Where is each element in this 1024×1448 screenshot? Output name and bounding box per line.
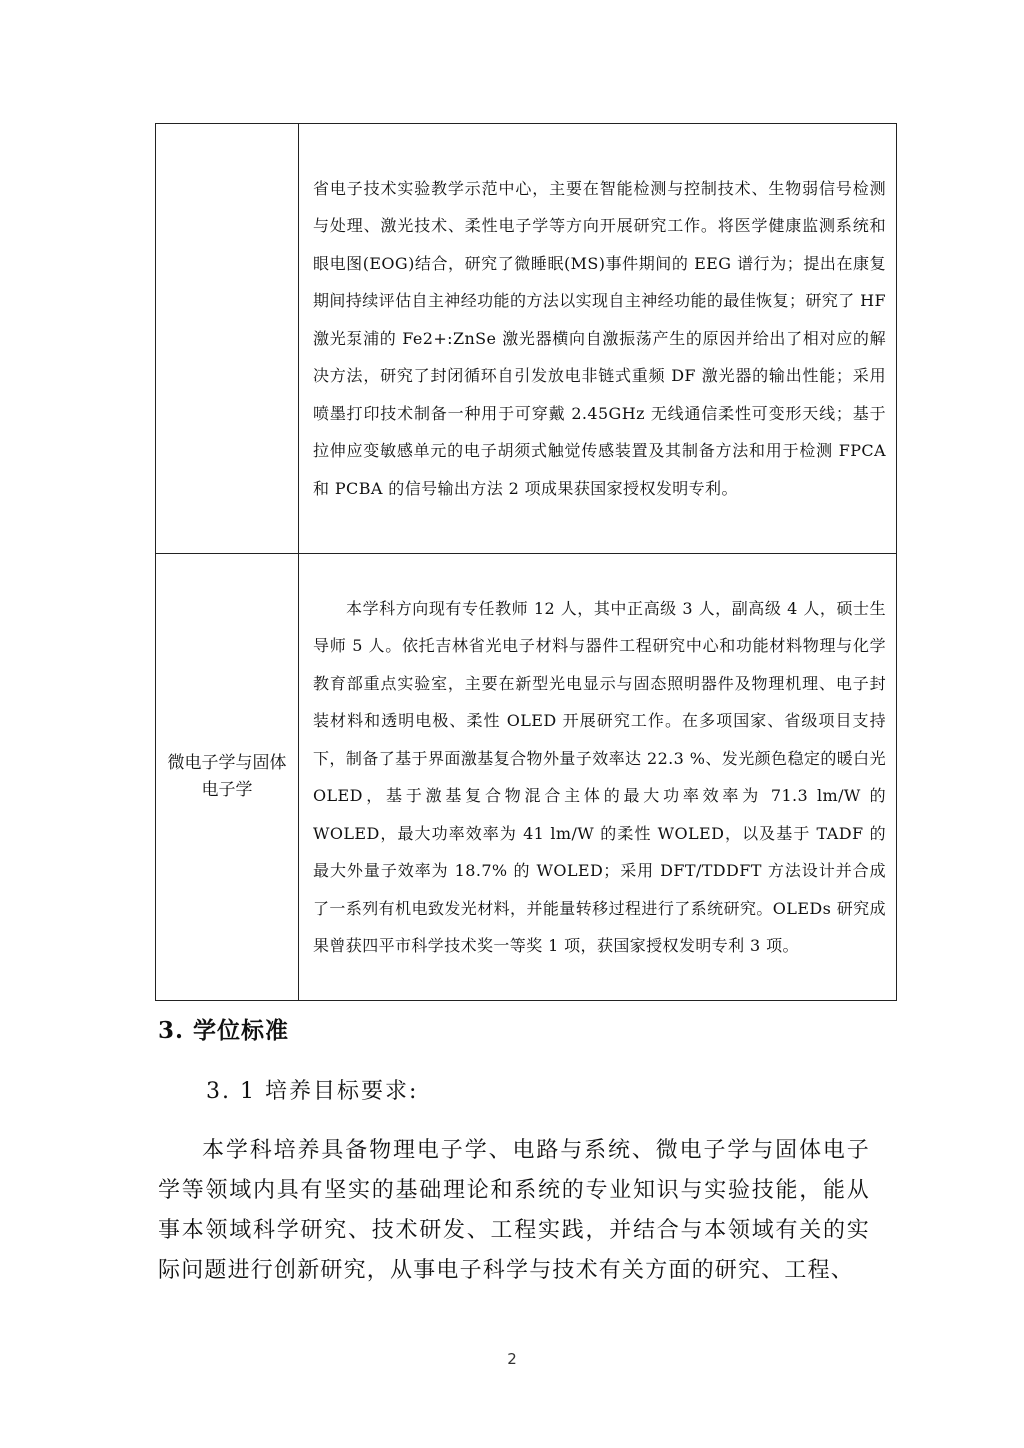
description-cell bbox=[299, 124, 897, 554]
direction-label: 微电子学与固体电子学 bbox=[167, 753, 287, 800]
direction-description: 省电子技术实验教学示范中心，主要在智能检测与控制技术、生物弱信号检测与处理、激光技术、柔性电子学等方向开展研究工作。将医学健康监测系统和眼电图(EOG)结合，研究了微睡眠(MS)事件期间的 EEG 谱行为；提出在康复期间持续评估自主神经功能的方法以实现自主神经功能的最佳恢复；研究了 HF 激光泵浦的 Fe2+:ZnSe 激光器横向自激振荡产生的原因并给出了相对应的解决方法，研究了封闭循环自引发放电非链式重频 DF 激光器的输出性能；采用喷墨打印技术制备一种用于可穿戴 2.45GHz 无线通信柔性可变形天线；基于拉伸应变敏感单元的电子胡须式触觉传感装置及其制备方法和用于检测 FPCA 和 PCBA 的信号输出方法 2 项成果获国家授权发明专利。 bbox=[313, 178, 886, 498]
research-direction-table bbox=[155, 123, 897, 1001]
description-cell bbox=[299, 554, 897, 1001]
direction-cell bbox=[156, 554, 299, 1001]
direction-description: 本学科方向现有专任教师 12 人，其中正高级 3 人，副高级 4 人，硕士生导师 5 人。依托吉林省光电子材料与器件工程研究中心和功能材料物理与化学教育部重点实验室，主要在新型光电显示与固态照明器件及物理机理、电子封装材料和透明电极、柔性 OLED 开展研究工作。在多项国家、省级项目支持下，制备了基于界面激基复合物外量子效率达 22.3 %、发光颜色稳定的暖白光 OLED，基于激基复合物混合主体的最大功率效率为 71.3 lm/W 的 WOLED，最大功率效率为 41 lm/W 的柔性 WOLED，以及基于 TADF 的最大外量子效率为 18.7% 的 WOLED；采用 DFT/TDDFT 方法设计并合成了一系列有机电致发光材料，并能量转移过程进行了系统研究。OLEDs 研究成果曾获四平市科学技术奖一等奖 1 项，获国家授权发明专利 3 项。 bbox=[313, 598, 886, 955]
subsection-heading: 3. 1 培养目标要求: bbox=[206, 1079, 419, 1104]
page-number: 2 bbox=[507, 1350, 517, 1368]
table-row bbox=[156, 124, 897, 554]
body-paragraph: 本学科培养具备物理电子学、电路与系统、微电子学与固体电子学等领域内具有坚实的基础理论和系统的专业知识与实验技能，能从事本领域科学研究、技术研发、工程实践，并结合与本领域有关的实际问题进行创新研究，从事电子科学与技术有关方面的研究、工程、 bbox=[158, 1138, 870, 1283]
table-row bbox=[156, 554, 897, 1001]
direction-cell bbox=[156, 124, 299, 554]
section-heading: 3. 学位标准 bbox=[158, 1017, 290, 1044]
